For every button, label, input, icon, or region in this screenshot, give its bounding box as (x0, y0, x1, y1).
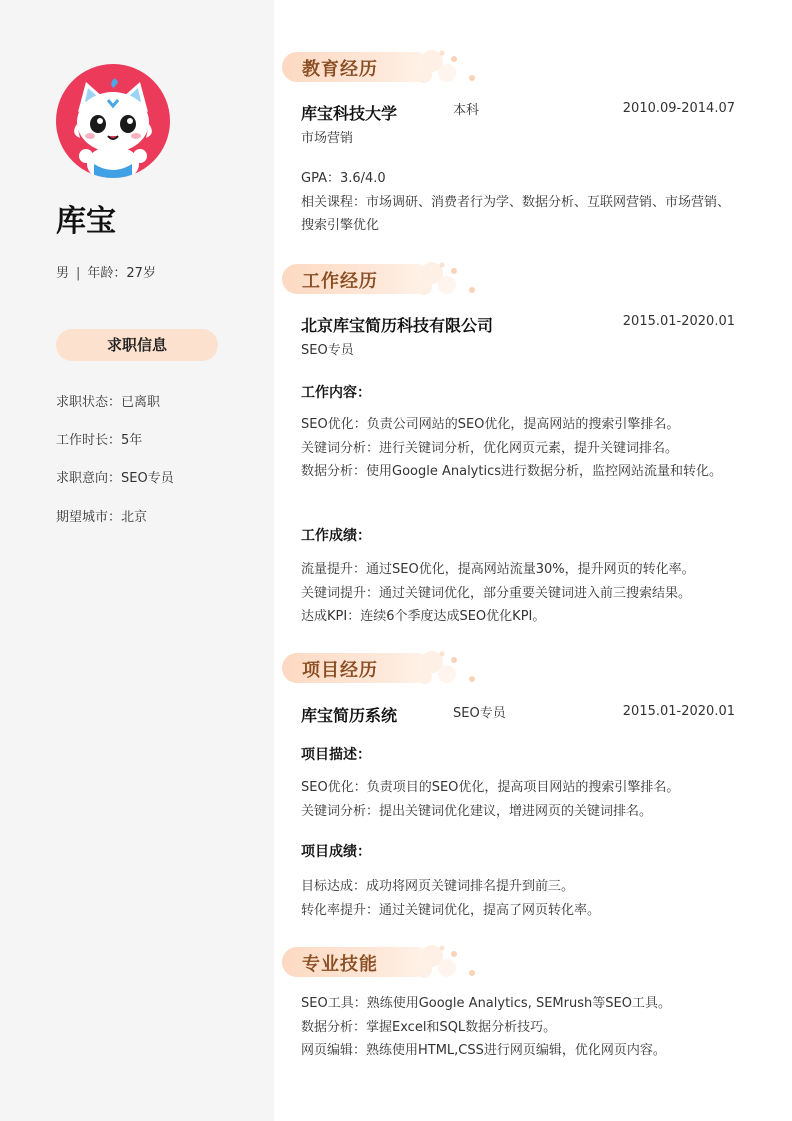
job-info-title: 求职信息 (56, 329, 218, 361)
section-label: 专业技能 (302, 954, 378, 975)
section-title-education (282, 49, 477, 83)
work-achievements (301, 558, 741, 629)
section-title-skills (282, 944, 477, 978)
work-content (301, 413, 741, 484)
work-date: 2015.01-2020.01 (622, 314, 735, 329)
school-name: 库宝科技大学 (301, 104, 398, 123)
age: 年龄：27岁 (87, 266, 156, 281)
list-item: 网页编辑：熟练使用HTML,CSS进行网页编辑，优化网页内容。 (301, 1043, 666, 1058)
divider: | (76, 266, 81, 281)
gender: 男 (56, 266, 70, 281)
skills-list (301, 992, 741, 1063)
major: 市场营销 (301, 131, 354, 146)
list-item: SEO工具：熟练使用Google Analytics, SEMrush等SEO工具。 (301, 996, 671, 1011)
job-intention: 求职意向：SEO专员 (56, 471, 174, 486)
project-desc-title: 项目描述： (301, 747, 371, 763)
avatar (56, 64, 170, 178)
project-date: 2015.01-2020.01 (622, 704, 735, 719)
job-status: 求职状态：已离职 (56, 395, 161, 410)
list-item: SEO优化：负责项目的SEO优化，提高项目网站的搜索引擎排名。 (301, 780, 680, 795)
cat-mascot-icon (56, 64, 170, 178)
project-name: 库宝简历系统 (301, 706, 398, 725)
list-item: 关键词分析：提出关键词优化建议，增进网页的关键词排名。 (301, 803, 653, 819)
list-item: 数据分析：使用Google Analytics进行数据分析，监控网站流量和转化。 (301, 464, 723, 479)
work-years: 工作时长：5年 (56, 433, 143, 448)
list-item: 流量提升：通过SEO优化，提高网站流量30%，提升网页的转化率。 (301, 562, 695, 577)
company-name: 北京库宝简历科技有限公司 (301, 316, 494, 335)
section-title-project (282, 650, 477, 684)
section-label: 教育经历 (302, 59, 378, 80)
project-result-title: 项目成绩： (301, 844, 371, 860)
sidebar (0, 0, 274, 1121)
list-item: 达成KPI：连续6个季度达成SEO优化KPI。 (301, 609, 546, 624)
position: SEO专员 (301, 343, 354, 358)
section-label: 项目经历 (302, 660, 378, 681)
project-desc (301, 776, 741, 823)
section-title-work (282, 261, 477, 295)
gpa: GPA：3.6/4.0 (301, 171, 386, 186)
education-date: 2010.09-2014.07 (622, 101, 735, 116)
list-item: SEO优化：负责公司网站的SEO优化，提高网站的搜索引擎排名。 (301, 417, 680, 432)
work-achievement-title: 工作成绩： (301, 528, 371, 544)
education-details (301, 167, 741, 238)
list-item: 关键词分析：进行关键词分析，优化网页元素，提升关键词排名。 (301, 440, 679, 456)
section-label: 工作经历 (302, 271, 378, 292)
list-item: 转化率提升：通过关键词优化，提高了网页转化率。 (301, 902, 601, 918)
person-name: 库宝 (56, 204, 116, 239)
courses: 相关课程：市场调研、消费者行为学、数据分析、互联网营销、市场营销、搜索引擎优化 (301, 194, 731, 233)
list-item: 目标达成：成功将网页关键词排名提升到前三。 (301, 879, 575, 894)
degree: 本科 (453, 103, 480, 118)
list-item: 数据分析：掌握Excel和SQL数据分析技巧。 (301, 1019, 557, 1035)
expected-city: 期望城市：北京 (56, 510, 148, 525)
project-results (301, 875, 741, 922)
work-content-title: 工作内容： (301, 385, 371, 401)
project-role: SEO专员 (453, 706, 506, 721)
list-item: 关键词提升：通过关键词优化，部分重要关键词进入前三搜索结果。 (301, 585, 692, 601)
basic-info (56, 262, 156, 281)
